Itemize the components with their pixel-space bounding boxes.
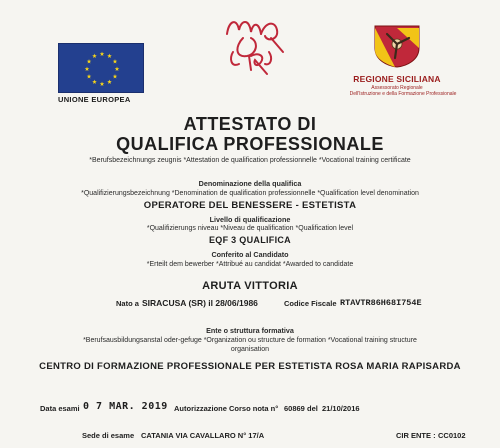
eu-star-icon (107, 80, 112, 84)
authorization-del: del (307, 404, 318, 413)
eu-star-icon (92, 80, 97, 84)
eu-star-icon (113, 59, 118, 63)
fiscal-code-label: Codice Fiscale (284, 299, 337, 308)
eu-star-icon (85, 67, 90, 71)
conferred-label: Conferito al Candidato (211, 250, 289, 259)
eu-star-icon (100, 82, 105, 86)
institute-monogram-logo (213, 12, 291, 82)
candidate-name: ARUTA VITTORIA (202, 280, 298, 292)
region-name: REGIONE SICILIANA (353, 74, 441, 84)
eu-flag-icon (58, 43, 144, 93)
title-line-2: QUALIFICA PROFESSIONALE (116, 134, 384, 154)
eu-star-icon (87, 59, 92, 63)
eu-logo (58, 43, 144, 103)
trinacria-shield-icon (373, 24, 421, 68)
conferred-translations: *Erteilt dem bewerber *Attribué au candidat *Awarded to candidate (146, 261, 354, 268)
eu-star-icon (115, 67, 120, 71)
title-translations: *Berufsbezeichnungs zeugnis *Attestation de qualification professionnelle *Vocational training certificate (89, 157, 411, 164)
qualification-label: Denominazione della qualifica (198, 179, 302, 188)
authorization-label: Autorizzazione Corso nota n° (174, 404, 279, 413)
eu-label: UNIONE EUROPEA (58, 95, 131, 104)
born-place: SIRACUSA (SR) il 28/06/1986 (142, 298, 258, 308)
level-label: Livello di qualificazione (209, 215, 291, 224)
qualification-value: OPERATORE DEL BENESSERE - ESTETISTA (143, 200, 357, 211)
title-line-1: ATTESTATO DI (183, 114, 317, 134)
exam-date-label: Data esami (40, 404, 80, 413)
eu-star-icon (113, 74, 118, 78)
exam-site-value: CATANIA VIA CAVALLARO N° 17/A (141, 431, 265, 440)
eu-star-icon (100, 52, 105, 56)
institution-translations-2: organisation (230, 346, 270, 353)
institution-translations-1: *Berufsausbildungsanstal oder-gefuge *Organization ou structure de formation *Vocational training structure (83, 337, 417, 344)
institution-value: CENTRO DI FORMAZIONE PROFESSIONALE PER ESTETISTA ROSA MARIA RAPISARDA (39, 361, 461, 372)
eu-star-icon (107, 54, 112, 58)
cir-label: CIR ENTE : (396, 431, 436, 440)
authorization-date: 21/10/2016 (322, 404, 360, 413)
region-subtitle: Assessorato Regionale (371, 85, 423, 91)
exam-site-label: Sede di esame (82, 431, 135, 440)
eu-star-icon (87, 74, 92, 78)
born-label: Nato a (116, 299, 139, 308)
level-value: EQF 3 QUALIFICA (208, 235, 291, 245)
fiscal-code-value: RTAVTR86H68I754E (340, 298, 422, 308)
regione-siciliana-logo (345, 24, 495, 108)
authorization-number: 60869 (284, 404, 305, 413)
region-department: Dell'Istruzione e della Formazione Professionale (349, 91, 457, 97)
eu-star-icon (92, 54, 97, 58)
exam-date-value: 0 7 MAR. 2019 (83, 401, 168, 412)
level-translations: *Qualifizierungs niveau *Niveau de qualification *Qualification level (146, 225, 354, 232)
cir-value: CC0102 (438, 431, 466, 440)
institution-label: Ente o struttura formativa (206, 326, 294, 335)
qualification-translations: *Qualifizierungsbezeichnung *Denomination de qualification professionnelle *Qualification level denomination (81, 190, 419, 197)
